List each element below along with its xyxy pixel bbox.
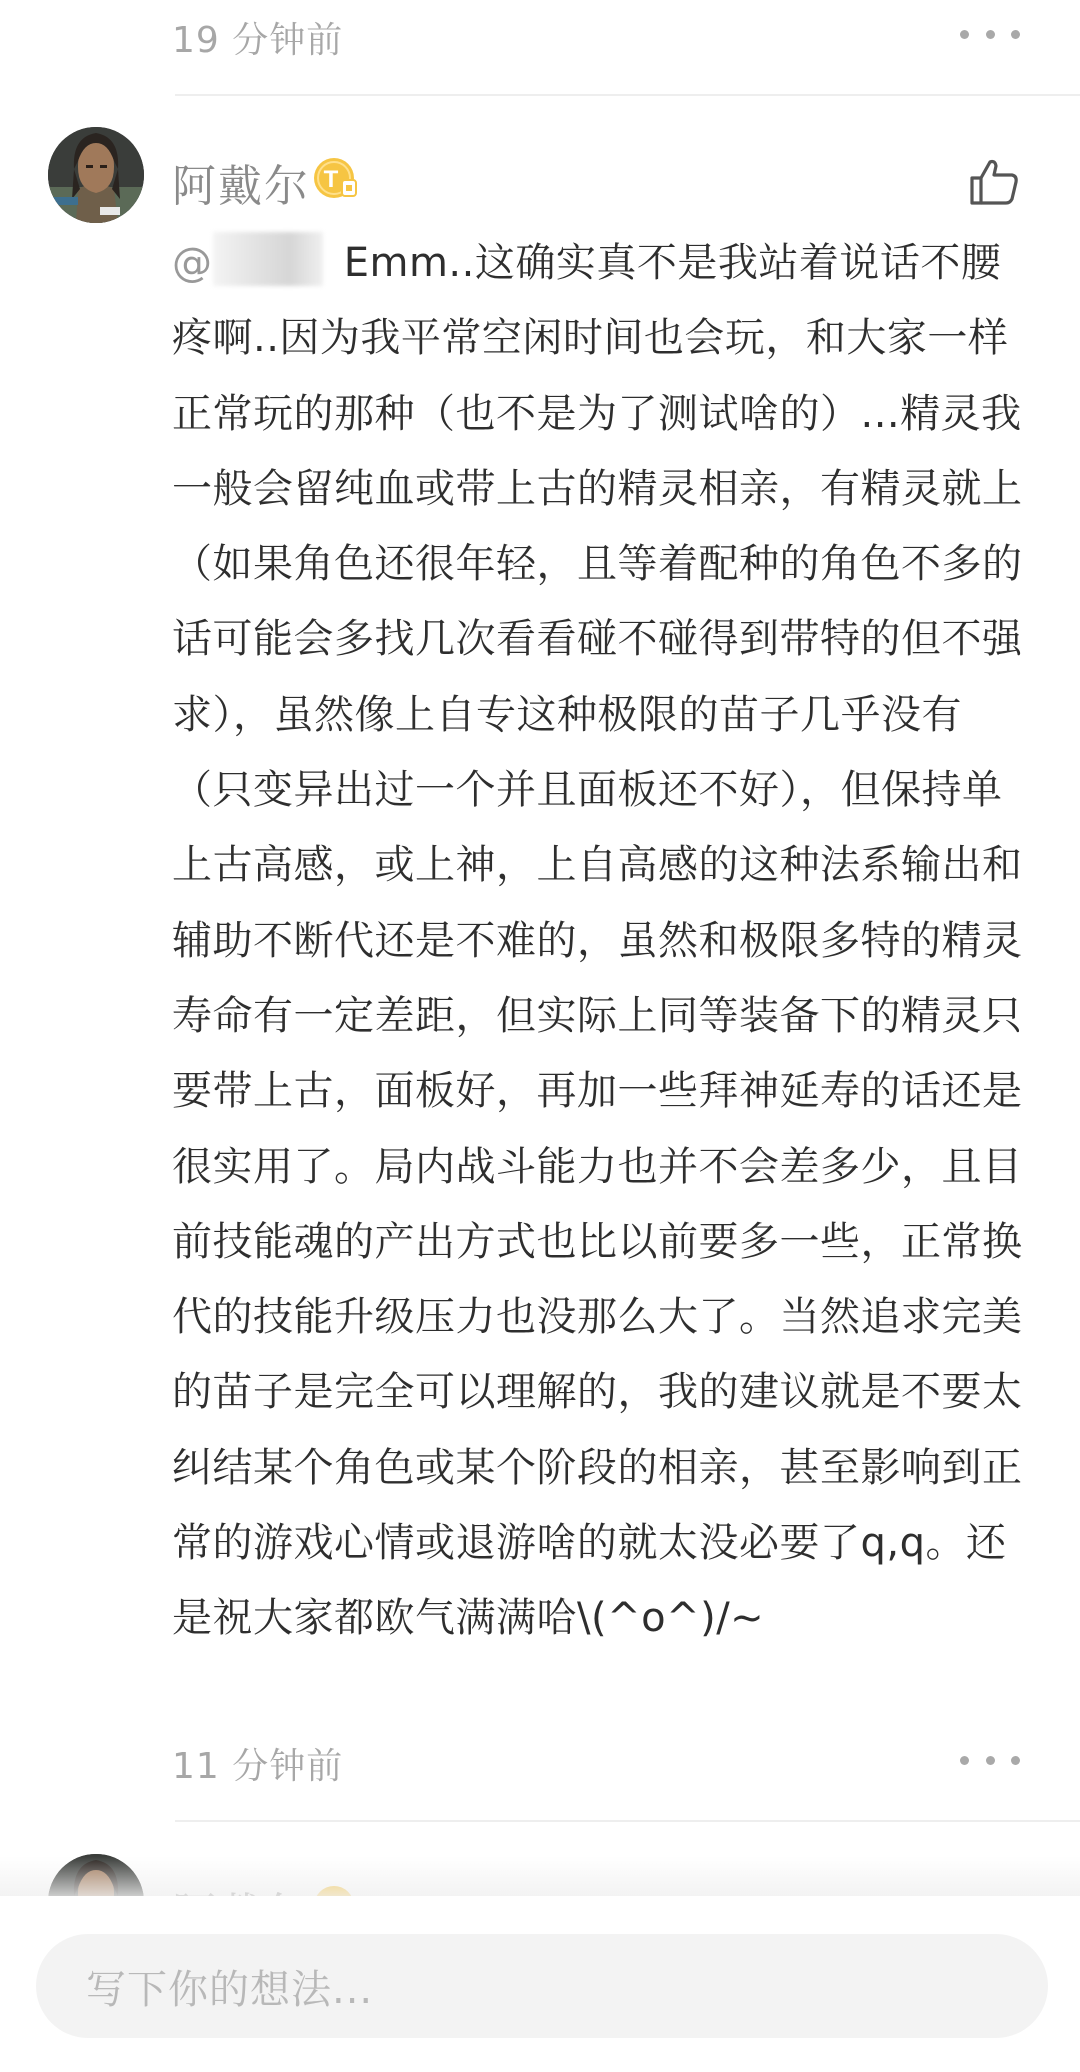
composer-shadow xyxy=(0,1856,1080,1896)
comment-input-placeholder: 写下你的想法... xyxy=(86,1966,374,2013)
more-options-icon[interactable] xyxy=(960,22,1020,46)
comment-divider xyxy=(175,1820,1080,1822)
comment-text: Emm..这确实真不是我站着说话不腰疼啊..因为我平常空闲时间也会玩，和大家一样正常玩的那种（也不是为了测试啥的）...精灵我一般会留纯血或带上古的精灵相亲，有精灵就上（如果角色还很年轻，且等着配种的角色不多的话可能会多找几次看看碰不碰得到带特的但不强求），虽然像上自专这种极限的苗子几乎没有（只变异出过一个并且面板还不好），但保持单上古高感，或上神，上自高感的这种法系输出和辅助不断代还是不难的，虽然和极限多特的精灵寿命有一定差距，但实际上同等装备下的精灵只要带上古，面板好，再加一些拜神延寿的话还是很实用了。局内战斗能力也并不会差多少，且目前技能魂的产出方式也比以前要多一些，正常换代的技能升级压力也没那么大了。当然追求完美的苗子是完全可以理解的，我的建议就是不要太纠结某个角色或某个阶段的相亲，甚至影响到正常的游戏心情或退游啥的就太没必要了q,q。还是祝大家都欧气满满哈\(^o^)/~ xyxy=(172,240,1023,1642)
avatar-image xyxy=(48,127,144,223)
comment-input[interactable] xyxy=(36,1934,1048,2038)
mention-link[interactable]: @ xyxy=(172,240,331,286)
comment-body xyxy=(172,226,1034,1657)
comment-username[interactable]: 阿戴尔 xyxy=(172,161,310,212)
comment-divider xyxy=(175,94,1080,96)
comment-timestamp: 19 分钟前 xyxy=(172,20,344,61)
more-options-icon[interactable] xyxy=(960,1748,1020,1772)
like-icon[interactable] xyxy=(968,156,1020,208)
mention-name-blurred xyxy=(213,232,323,286)
avatar[interactable] xyxy=(48,127,144,223)
svg-text:T: T xyxy=(323,166,339,193)
comment-timestamp: 11 分钟前 xyxy=(172,1746,344,1787)
level-badge-icon xyxy=(314,156,358,200)
